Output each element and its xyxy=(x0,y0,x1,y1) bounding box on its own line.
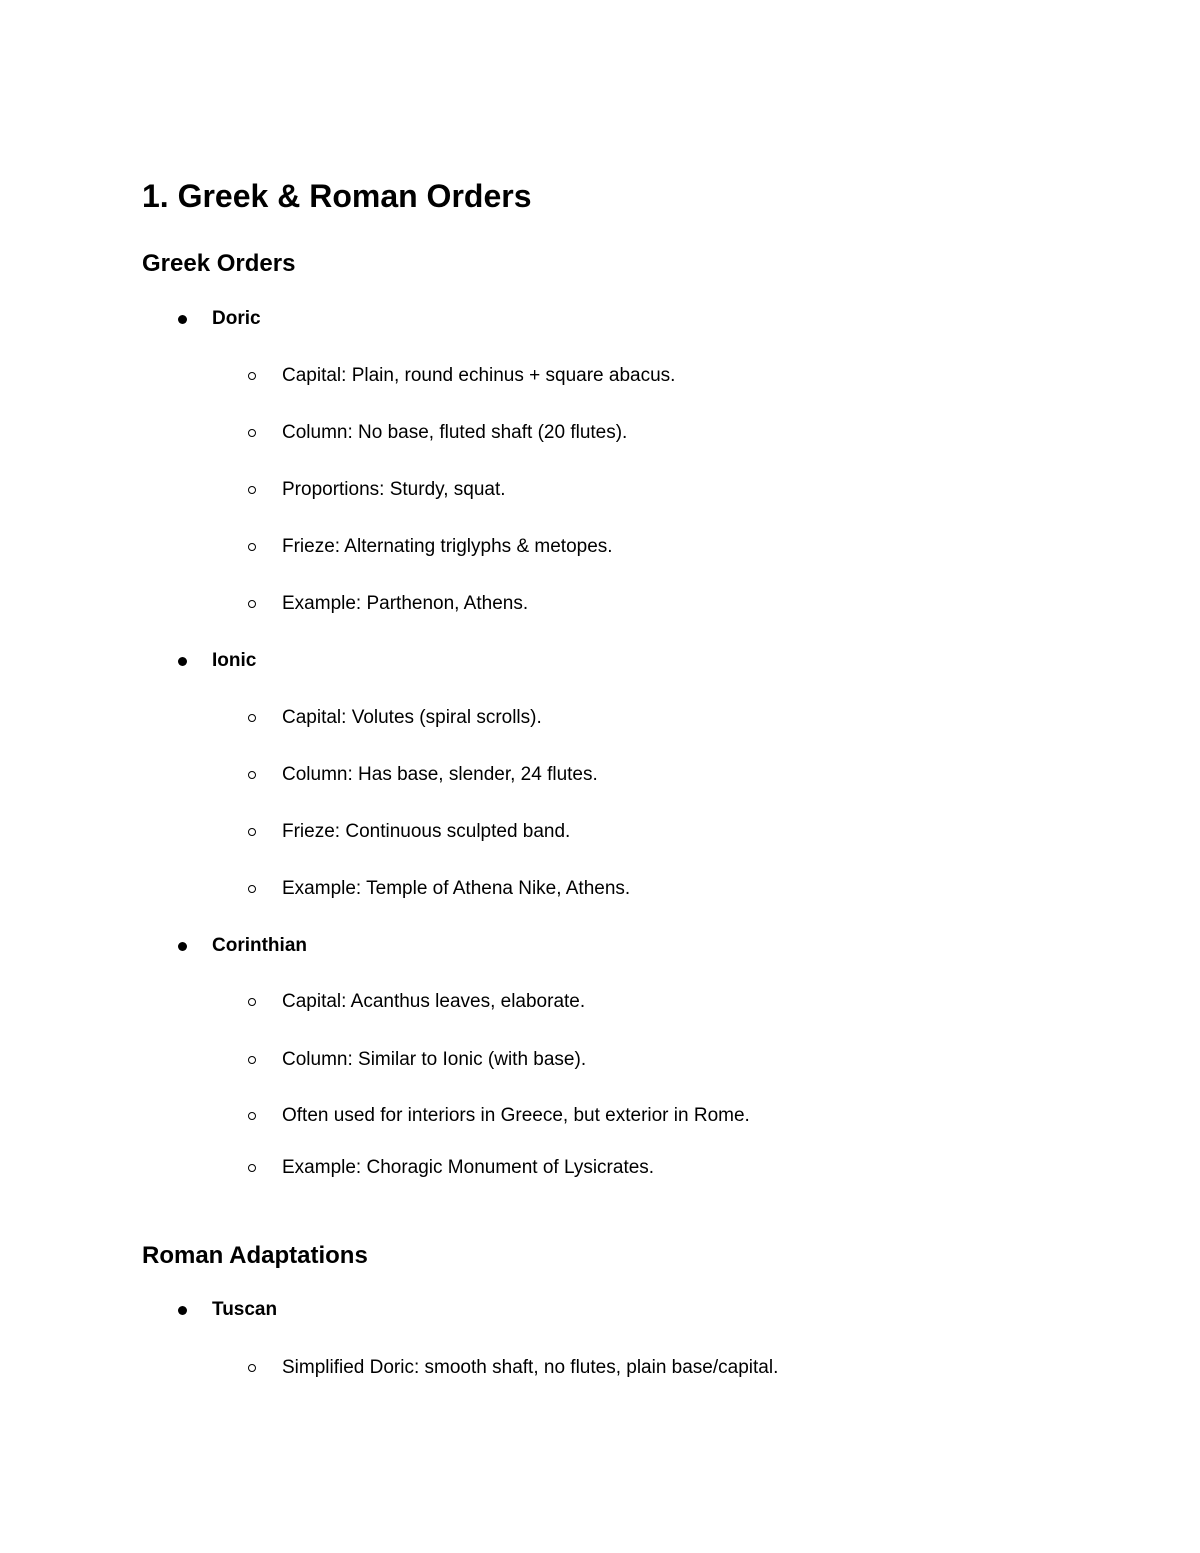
detail-text: Column: Has base, slender, 24 flutes. xyxy=(282,764,598,785)
bullet-disc-icon xyxy=(178,657,187,666)
bullet-circle-icon xyxy=(248,600,256,608)
list-item-detail xyxy=(246,477,506,503)
list-item-detail xyxy=(246,705,542,731)
list-item-tuscan xyxy=(176,1297,277,1323)
detail-text: Proportions: Sturdy, squat. xyxy=(282,479,506,500)
bullet-circle-icon xyxy=(248,714,256,722)
bullet-circle-icon xyxy=(248,1364,256,1372)
detail-text: Example: Temple of Athena Nike, Athens. xyxy=(282,878,631,899)
list-item-detail xyxy=(246,1047,586,1073)
list-item-detail xyxy=(246,363,675,389)
section-heading-greek-orders: Greek Orders xyxy=(142,250,296,277)
detail-text: Example: Choragic Monument of Lysicrates. xyxy=(282,1157,655,1178)
detail-text: Frieze: Continuous sculpted band. xyxy=(282,821,571,842)
list-item-corinthian xyxy=(176,933,307,959)
bullet-circle-icon xyxy=(248,372,256,380)
detail-text: Capital: Acanthus leaves, elaborate. xyxy=(282,991,586,1012)
bullet-disc-icon xyxy=(178,1306,187,1315)
detail-text: Simplified Doric: smooth shaft, no flutes, plain base/capital. xyxy=(282,1357,779,1378)
bullet-circle-icon xyxy=(248,771,256,779)
list-item-detail xyxy=(246,989,585,1015)
list-item-detail xyxy=(246,591,528,617)
detail-text: Frieze: Alternating triglyphs & metopes. xyxy=(282,536,613,557)
list-item-detail xyxy=(246,1155,654,1181)
bullet-circle-icon xyxy=(248,1056,256,1064)
bullet-disc-icon xyxy=(178,942,187,951)
bullet-circle-icon xyxy=(248,885,256,893)
order-name: Ionic xyxy=(212,650,257,671)
order-name: Doric xyxy=(212,308,261,329)
bullet-circle-icon xyxy=(248,998,256,1006)
list-item-detail xyxy=(246,1103,750,1129)
detail-text: Often used for interiors in Greece, but exterior in Rome. xyxy=(282,1105,750,1126)
page-title: 1. Greek & Roman Orders xyxy=(142,178,532,214)
bullet-circle-icon xyxy=(248,486,256,494)
list-item-detail xyxy=(246,762,598,788)
bullet-circle-icon xyxy=(248,543,256,551)
list-item-detail xyxy=(246,420,627,446)
bullet-circle-icon xyxy=(248,1112,256,1120)
list-item-detail xyxy=(246,819,570,845)
bullet-disc-icon xyxy=(178,315,187,324)
order-name: Corinthian xyxy=(212,935,307,956)
detail-text: Column: Similar to Ionic (with base). xyxy=(282,1049,587,1070)
list-item-ionic xyxy=(176,648,256,674)
detail-text: Column: No base, fluted shaft (20 flutes). xyxy=(282,422,628,443)
bullet-circle-icon xyxy=(248,1164,256,1172)
detail-text: Capital: Plain, round echinus + square abacus. xyxy=(282,365,676,386)
detail-text: Capital: Volutes (spiral scrolls). xyxy=(282,707,542,728)
detail-text: Example: Parthenon, Athens. xyxy=(282,593,529,614)
list-item-doric xyxy=(176,306,261,332)
bullet-circle-icon xyxy=(248,429,256,437)
list-item-detail xyxy=(246,876,630,902)
list-item-detail xyxy=(246,1355,778,1381)
bullet-circle-icon xyxy=(248,828,256,836)
section-heading-roman-adaptations: Roman Adaptations xyxy=(142,1242,368,1269)
order-name: Tuscan xyxy=(212,1299,278,1320)
list-item-detail xyxy=(246,534,613,560)
